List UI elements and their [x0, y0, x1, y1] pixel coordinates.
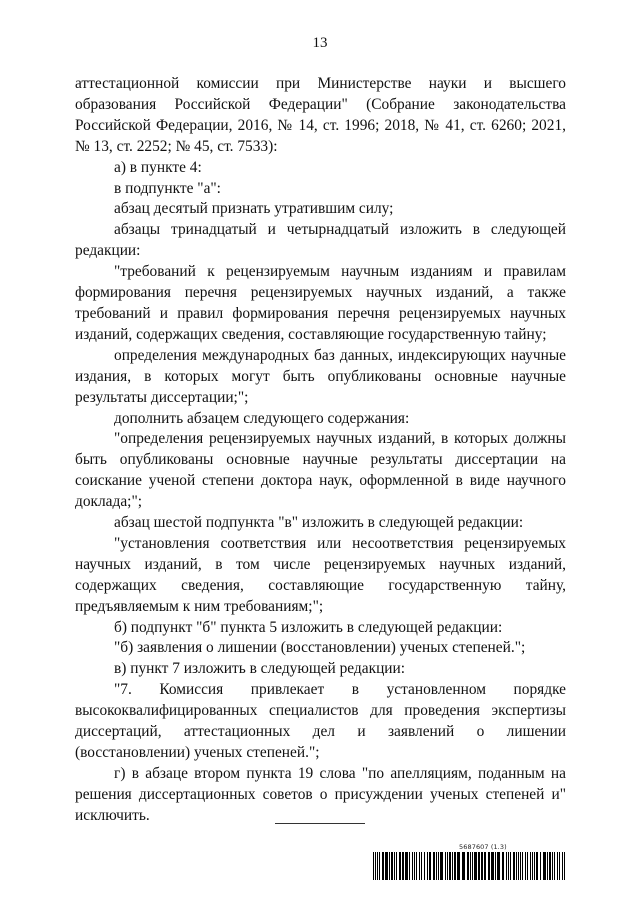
barcode-bar: [416, 852, 417, 880]
footer-divider: [275, 823, 365, 824]
document-body: [75, 74, 566, 827]
barcode-bar: [382, 852, 384, 880]
paragraph-item-b-text: "б) заявления о лишении (восстановлении) ученых степеней.";: [114, 639, 526, 657]
barcode-bar: [520, 852, 521, 880]
barcode-bar: [536, 852, 538, 880]
paragraph-amend-13-14: абзацы тринадцатый и четырнадцатый изложить в следующей редакции:: [75, 221, 566, 260]
barcode-bar: [452, 852, 453, 880]
barcode-bar: [497, 852, 500, 880]
barcode-bar: [488, 852, 490, 880]
paragraph-continuation: аттестационной комиссии при Министерстве науки и высшего образования Российской Федерации" (Собрание законодательства Российской Федерации, 2016, № 14, ст. 1996; 2018, № 41, ст. 6260; 2021, № 13, ст. 2252; № 45, ст. 7533):: [75, 75, 566, 155]
barcode-bar: [424, 852, 425, 880]
barcode-bar: [409, 852, 410, 880]
barcode-bar: [527, 852, 528, 880]
barcode-bar: [470, 852, 471, 880]
barcode-bar: [447, 852, 448, 880]
barcode-bar: [506, 852, 507, 880]
barcode-bar: [540, 852, 541, 880]
barcode-bar: [564, 852, 565, 880]
barcode-bar: [462, 852, 465, 880]
barcode-bar: [513, 852, 515, 880]
paragraph-item-g: г) в абзаце втором пункта 19 слова "по апелляциям, поданным на решения диссертационных советов о присуждении ученых степеней и" исключить.: [75, 764, 566, 824]
barcode-bar: [547, 852, 548, 880]
barcode-bar: [429, 852, 431, 880]
barcode-bar: [379, 852, 380, 880]
barcode-bar: [402, 852, 404, 880]
barcode-bar: [438, 852, 439, 880]
barcode-bar: [385, 852, 388, 880]
barcode-bar: [391, 852, 393, 880]
barcode-bar: [557, 852, 558, 880]
barcode-bar: [525, 852, 526, 880]
barcode-bar: [484, 852, 486, 880]
barcode-bar: [421, 852, 422, 880]
barcode-bar: [454, 852, 456, 880]
barcode-bar: [389, 852, 390, 880]
barcode-bar: [481, 852, 483, 880]
barcode-bar: [394, 852, 395, 880]
paragraph-item-a: а) в пункте 4:: [114, 158, 202, 176]
barcode-bar: [449, 852, 451, 880]
barcode-bar: [554, 852, 555, 880]
paragraph-item-b: б) подпункт "б" пункта 5 изложить в следующей редакции:: [114, 618, 503, 636]
barcode-bar: [562, 852, 563, 880]
paragraph-item-v: в) пункт 7 изложить в следующей редакции:: [114, 660, 406, 678]
barcode-bar: [532, 852, 533, 880]
barcode-bar: [445, 852, 446, 880]
barcode-bar: [495, 852, 496, 880]
paragraph-item-7: "7. Комиссия привлекает в установленном порядке высококвалифицированных специалистов для проведения экспертизы диссертаций, аттестационных дел и заявлений о лишении (восстановлении) ученых степеней.";: [75, 681, 566, 761]
barcode-bar: [491, 852, 494, 880]
paragraph-add-clause: дополнить абзацем следующего содержания:: [114, 409, 410, 427]
barcode-bar: [433, 852, 435, 880]
barcode-bar: [559, 852, 560, 880]
page-number: 13: [312, 35, 328, 51]
paragraph-conformity: "установления соответствия или несоответствия рецензируемых научных изданий, в том числе рецензируемых научных изданий, содержащих сведения, составляющие государственную тайну, предъявляемым к ним требованиям;";: [75, 534, 566, 615]
barcode-bar: [467, 852, 469, 880]
barcode-bar: [412, 852, 413, 880]
barcode-bar: [373, 852, 374, 880]
barcode-bar: [405, 852, 408, 880]
paragraph-doctoral: "определения рецензируемых научных изданий, в которых должны быть опубликованы основные научные результаты диссертации на соискание ученой степени доктора наук, оформленной в виде научного доклада;";: [75, 430, 566, 511]
barcode-bar: [375, 852, 376, 880]
barcode-bar: [534, 852, 535, 880]
barcode-bar: [478, 852, 480, 880]
barcode-bar: [440, 852, 443, 880]
barcode-bar: [508, 852, 509, 880]
barcode-bar: [510, 852, 511, 880]
document-code: 5687607 (1.3): [459, 843, 507, 851]
barcode-bar: [502, 852, 504, 880]
barcode-bar: [549, 852, 551, 880]
paragraph-repeal: абзац десятый признать утратившим силу;: [114, 200, 394, 218]
barcode-bar: [472, 852, 473, 880]
barcode-bar: [427, 852, 428, 880]
barcode-bar: [414, 852, 415, 880]
barcode-bar: [474, 852, 477, 880]
barcode-bar: [396, 852, 397, 880]
barcode-bar: [530, 852, 531, 880]
barcode-bar: [522, 852, 523, 880]
paragraph-sixth-clause: абзац шестой подпункта "в" изложить в следующей редакции:: [114, 514, 524, 532]
barcode-bar: [419, 852, 420, 880]
barcode-bar: [399, 852, 401, 880]
barcode-image: [373, 852, 567, 880]
barcode-bar: [377, 852, 378, 880]
paragraph-requirements: "требований к рецензируемым научным изданиям и правилам формирования перечня рецензируемых научных изданий, а также требований и правил формирования перечня рецензируемых научных изданий, содержащих сведения, составляющие государственную тайну;: [75, 263, 566, 343]
paragraph-subitem-a: в подпункте "а":: [114, 179, 221, 197]
paragraph-databases: определения международных баз данных, индексирующих научные издания, в которых могут быть опубликованы основные научные результаты диссертации;";: [75, 346, 566, 406]
barcode-bar: [518, 852, 519, 880]
barcode-bar: [516, 852, 517, 880]
barcode-bar: [552, 852, 553, 880]
barcode-bar: [436, 852, 437, 880]
barcode-bar: [543, 852, 546, 880]
barcode-bar: [457, 852, 460, 880]
